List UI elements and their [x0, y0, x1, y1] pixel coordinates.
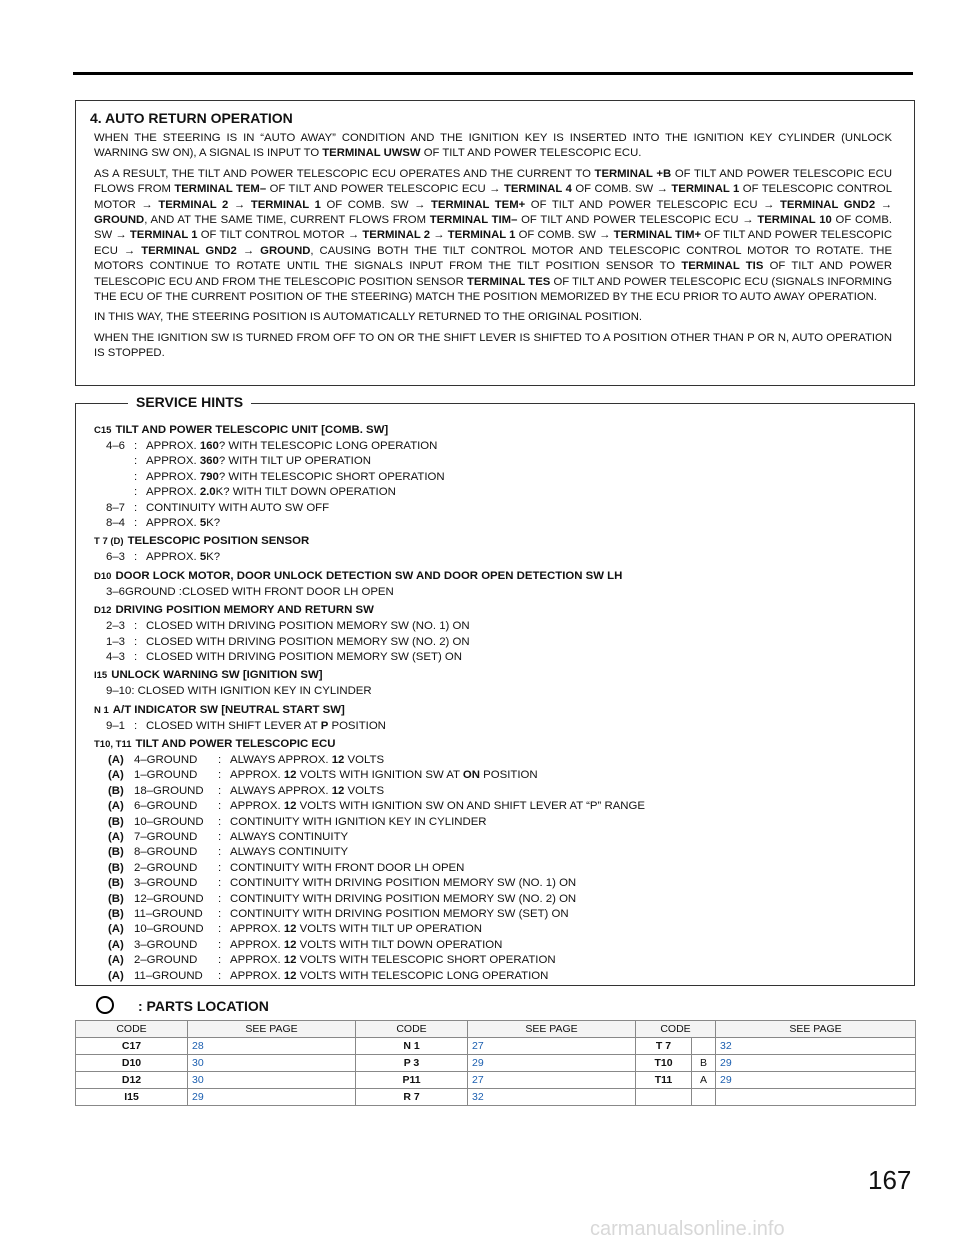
bold-text: 12	[331, 784, 345, 797]
part-code: R 7	[356, 1089, 468, 1106]
colon: :	[218, 923, 222, 936]
terminal-pins: 7–GROUND	[134, 831, 198, 844]
terminal-pins: 2–GROUND	[134, 954, 198, 967]
part-code: T 7	[636, 1038, 692, 1055]
colon: :	[134, 551, 138, 564]
ecu-row	[94, 953, 898, 968]
hint-text	[230, 922, 482, 937]
text-run: CONTINUITY WITH DRIVING POSITION MEMORY SW (SET) ON	[230, 907, 569, 920]
hint-text	[146, 485, 396, 500]
hint-text	[230, 969, 548, 984]
paragraph-3: IN THIS WAY, THE STEERING POSITION IS AUTOMATICALLY RETURNED TO THE ORIGINAL POSITION.	[94, 311, 643, 324]
bold-text: 360	[199, 455, 219, 468]
connector-label: (B)	[108, 907, 124, 920]
hint-text	[230, 953, 556, 968]
bold-text: TERMINAL GND2	[141, 244, 237, 257]
text-run: VOLTS WITH IGNITION SW AT	[296, 769, 463, 782]
terminal-pins: 4–6	[106, 440, 126, 452]
text-run: APPROX.	[146, 440, 200, 452]
part-code: T10	[636, 1055, 692, 1072]
text-run: CONTINUITY WITH AUTO SW OFF	[146, 501, 330, 514]
connector-sub	[692, 1038, 716, 1055]
terminal-pins: 1–3	[106, 635, 126, 648]
header-see-page: SEE PAGE	[716, 1021, 916, 1038]
text-run: OF TELESCOPIC CONTROL MOTOR →	[94, 183, 892, 211]
page-number: 167	[868, 1165, 912, 1195]
text-run: ALWAYS APPROX.	[230, 754, 332, 767]
connector-label: (B)	[108, 861, 124, 874]
text-run: APPROX.	[146, 551, 200, 564]
hint-text	[146, 619, 470, 634]
component-code: D12	[94, 605, 112, 617]
text-run: APPROX.	[230, 923, 284, 936]
bold-text: TERMINAL TIM+	[613, 229, 702, 242]
ecu-row	[94, 922, 898, 937]
ecu-row	[94, 969, 898, 984]
component-code: T 7 (D)	[94, 536, 124, 548]
terminal-pins: 2–GROUND	[134, 861, 198, 874]
bold-text: 12	[283, 969, 297, 982]
colon: :	[134, 455, 138, 468]
terminal-pins: 8–7	[106, 501, 126, 514]
ecu-row	[94, 938, 898, 953]
header-code: CODE	[356, 1021, 468, 1038]
part-code: T11	[636, 1072, 692, 1089]
bold-text: TERMINAL TIS	[681, 260, 764, 273]
ecu-row	[94, 892, 898, 907]
text-run: ALWAYS APPROX.	[230, 784, 332, 797]
colon: :	[218, 954, 222, 967]
see-page-link[interactable]: 29	[468, 1055, 636, 1072]
bold-text: 5	[199, 516, 207, 529]
text-run: →	[228, 198, 251, 211]
hint-text	[146, 454, 371, 469]
see-page-link[interactable]: 29	[716, 1072, 916, 1089]
header-rule	[73, 72, 913, 75]
component-name: DRIVING POSITION MEMORY AND RETURN SW	[115, 604, 374, 617]
colon: :	[218, 831, 222, 844]
paragraph-4: WHEN THE IGNITION SW IS TURNED FROM OFF TO ON OR THE SHIFT LEVER IS SHIFTED TO A POSITION OTHER THAN P OR N, AUTO OPERATION IS STOPPED.	[94, 331, 892, 360]
connector-label: (A)	[108, 800, 124, 813]
see-page-link[interactable]: 32	[468, 1089, 636, 1106]
colon: :	[218, 938, 222, 951]
table-row	[76, 1072, 916, 1089]
colon: :	[134, 719, 138, 732]
see-page-link[interactable]: 29	[716, 1055, 916, 1072]
component-name: TILT AND POWER TELESCOPIC ECU	[135, 738, 336, 751]
see-page-link[interactable]: 30	[188, 1055, 356, 1072]
text-run: VOLTS WITH TELESCOPIC SHORT OPERATION	[296, 954, 556, 967]
bold-text: 12	[283, 938, 297, 951]
text-run: OF TILT AND POWER TELESCOPIC ECU →	[94, 229, 893, 257]
colon: :	[134, 635, 138, 648]
header-code: CODE	[636, 1021, 716, 1038]
see-page-link[interactable]: 32	[716, 1038, 916, 1055]
connector-label: (A)	[108, 769, 124, 782]
hint-row	[94, 454, 898, 469]
component-name: TELESCOPIC POSITION SENSOR	[127, 535, 310, 548]
ecu-row	[94, 907, 898, 922]
connector-label: (B)	[108, 877, 124, 890]
colon: :	[134, 501, 138, 514]
text-run: CONTINUITY WITH DRIVING POSITION MEMORY SW (NO. 2) ON	[230, 892, 577, 905]
terminal-pins: 4–3	[106, 650, 126, 663]
hint-text	[146, 650, 462, 665]
terminal-pins: 6–GROUND	[134, 800, 198, 813]
paragraph-2	[94, 167, 892, 306]
component-heading	[94, 702, 898, 719]
terminal-pins: 10–GROUND	[134, 923, 204, 936]
colon: :	[218, 877, 222, 890]
component-heading	[94, 667, 898, 684]
hint-row	[94, 550, 898, 565]
bold-text: P	[320, 719, 329, 732]
hint-row	[94, 684, 898, 699]
text-run: VOLTS WITH TILT UP OPERATION	[296, 923, 482, 936]
hint-text	[146, 470, 445, 485]
text-run: CONTINUITY WITH IGNITION KEY IN CYLINDER	[230, 815, 487, 828]
hint-text	[230, 830, 348, 845]
hint-row	[94, 439, 898, 454]
component-name: DOOR LOCK MOTOR, DOOR UNLOCK DETECTION SW AND DOOR OPEN DETECTION SW LH	[115, 569, 623, 582]
parts-location-circle-icon	[96, 996, 114, 1014]
component-heading	[94, 602, 898, 619]
component-heading	[94, 533, 898, 550]
connector-label: (B)	[108, 815, 124, 828]
hint-row	[94, 485, 898, 500]
text-run: OF COMB. SW →	[571, 183, 672, 196]
colon: :	[218, 784, 222, 797]
bold-text: 12	[283, 923, 297, 936]
terminal-pins: 8–GROUND	[134, 846, 198, 859]
colon: :	[218, 907, 222, 920]
bold-text: 2.0	[199, 486, 216, 499]
terminal-pins: 12–GROUND	[134, 892, 204, 905]
ecu-row	[94, 784, 898, 799]
text-run: , AND AT THE SAME TIME, CURRENT FLOWS FROM	[144, 214, 430, 227]
text-run: APPROX.	[230, 954, 284, 967]
colon: :	[134, 440, 138, 452]
text-run: WHEN THE STEERING IS IN “AUTO AWAY” CONDITION AND THE IGNITION KEY IS INSERTED INTO THE IGNITION KEY CYLINDER (UNLOCK WARNING SW ON), A SIGNAL IS INPUT TO	[94, 132, 892, 160]
hint-row	[94, 585, 898, 600]
bold-text: TERMINAL TEM+	[431, 198, 526, 211]
bold-text: GROUND	[94, 214, 145, 227]
hint-row	[94, 619, 898, 634]
connector-label: (A)	[108, 969, 124, 982]
table-row	[76, 1089, 916, 1106]
bold-text: 12	[283, 954, 297, 967]
part-code: N 1	[356, 1038, 468, 1055]
hint-text	[230, 815, 487, 830]
text-run: CONTINUITY WITH FRONT DOOR LH OPEN	[230, 861, 465, 874]
text-run: APPROX.	[230, 800, 284, 813]
hint-text: 9–10: CLOSED WITH IGNITION KEY IN CYLINDER	[106, 685, 372, 698]
bold-text: TERMINAL TEM–	[174, 183, 267, 196]
component-name: A/T INDICATOR SW [NEUTRAL START SW]	[112, 703, 345, 716]
hint-row	[94, 516, 898, 531]
terminal-pins: 18–GROUND	[134, 784, 204, 797]
hint-text	[230, 845, 348, 860]
bold-text: TERMINAL TES	[466, 275, 551, 288]
section-title: 4. AUTO RETURN OPERATION	[90, 110, 293, 126]
hint-text	[146, 719, 386, 734]
text-run: OF COMB. SW →	[515, 229, 614, 242]
component-code: D10	[94, 570, 112, 582]
ecu-row	[94, 753, 898, 768]
bold-text: TERMINAL 1	[447, 229, 516, 242]
bold-text: TERMINAL 1	[250, 198, 321, 211]
hint-text	[230, 768, 538, 783]
connector-sub: B	[692, 1055, 716, 1072]
service-hints-list	[94, 420, 898, 984]
text-run: APPROX.	[146, 470, 200, 483]
bold-text: TERMINAL 4	[503, 183, 572, 196]
hint-text	[230, 876, 576, 891]
service-hints-title: SERVICE HINTS	[128, 394, 251, 410]
part-code	[636, 1089, 692, 1106]
part-code: P 3	[356, 1055, 468, 1072]
text-run: VOLTS	[344, 754, 385, 767]
colon: :	[218, 754, 222, 767]
bold-text: TERMINAL 2	[158, 198, 229, 211]
text-run: OF TILT AND POWER TELESCOPIC ECU (SIGNALS INFORMING THE ECU OF THE CURRENT POSITION OF THE STEERING) MATCH THE POSITION MEMORIZED BY THE ECU PRIOR TO AUTO AWAY OPERATION.	[94, 275, 893, 304]
part-code: D10	[76, 1055, 188, 1072]
text-run: OF TILT CONTROL MOTOR →	[197, 229, 363, 242]
text-run: CLOSED WITH DRIVING POSITION MEMORY SW (SET) ON	[146, 650, 463, 663]
colon: :	[218, 846, 222, 859]
hint-text	[230, 861, 464, 876]
colon: :	[134, 470, 138, 483]
bold-text: 160	[199, 440, 219, 452]
hint-text	[230, 753, 384, 768]
see-page-link	[716, 1089, 916, 1106]
text-run: VOLTS WITH IGNITION SW ON AND SHIFT LEVER AT “P” RANGE	[296, 800, 645, 813]
colon: :	[218, 861, 222, 874]
component-name: UNLOCK WARNING SW [IGNITION SW]	[111, 669, 323, 682]
text-run: CLOSED WITH DRIVING POSITION MEMORY SW (NO. 2) ON	[146, 635, 470, 648]
text-run: K?	[206, 551, 221, 564]
text-run: ALWAYS CONTINUITY	[230, 831, 349, 844]
hint-row	[94, 501, 898, 516]
colon: :	[218, 892, 222, 905]
colon: :	[218, 769, 222, 782]
header-see-page: SEE PAGE	[188, 1021, 356, 1038]
bold-text: 12	[283, 800, 297, 813]
text-run: K? WITH TILT DOWN OPERATION	[215, 486, 396, 499]
text-run: OF COMB. SW →	[94, 214, 892, 242]
hint-text	[230, 907, 569, 922]
text-run: OF TILT AND POWER TELESCOPIC ECU →	[517, 214, 758, 227]
connector-sub: A	[692, 1072, 716, 1089]
hint-text	[230, 938, 502, 953]
text-run: APPROX.	[230, 769, 284, 782]
text-run: OF TILT AND POWER TELESCOPIC ECU →	[525, 198, 780, 211]
text-run: OF TILT AND POWER TELESCOPIC ECU.	[420, 147, 642, 160]
hint-text	[146, 516, 220, 531]
parts-location-table	[75, 1020, 916, 1106]
bold-text: 790	[199, 470, 219, 483]
paragraph-1	[94, 131, 892, 162]
component-name: TILT AND POWER TELESCOPIC UNIT [COMB. SW]	[115, 424, 389, 436]
hint-text	[146, 550, 220, 565]
hint-text	[146, 439, 437, 454]
text-run: OF TILT AND POWER TELESCOPIC ECU AND FROM THE TELESCOPIC POSITION SENSOR	[94, 260, 892, 288]
part-code: P11	[356, 1072, 468, 1089]
text-run: POSITION	[328, 719, 386, 732]
hint-row	[94, 719, 898, 734]
text-run: CLOSED WITH DRIVING POSITION MEMORY SW (NO. 1) ON	[146, 620, 470, 633]
connector-label: (A)	[108, 831, 124, 844]
bold-text: TERMINAL 10	[757, 214, 832, 227]
connector-label: (B)	[108, 892, 124, 905]
see-page-link[interactable]: 27	[468, 1072, 636, 1089]
bold-text: GROUND	[260, 244, 311, 257]
component-code: N 1	[94, 704, 109, 716]
part-code: I15	[76, 1089, 188, 1106]
text-run: CONTINUITY WITH DRIVING POSITION MEMORY SW (NO. 1) ON	[230, 877, 577, 890]
hint-text	[146, 635, 470, 650]
text-run: VOLTS WITH TILT DOWN OPERATION	[296, 938, 503, 951]
bold-text: TERMINAL 1	[129, 229, 198, 242]
connector-sub	[692, 1089, 716, 1106]
text-run: APPROX.	[146, 516, 200, 529]
colon: :	[134, 650, 138, 663]
bold-text: TERMINAL GND2	[779, 198, 876, 211]
hint-row	[94, 650, 898, 665]
terminal-pins: 11–GROUND	[134, 907, 203, 920]
text-run: VOLTS	[344, 784, 385, 797]
hint-text	[230, 892, 576, 907]
text-run: , CAUSING BOTH THE TILT CONTROL MOTOR AND TELESCOPIC CONTROL MOTOR TO ROTATE. THE MOTORS CONTINUE TO ROTATE UNTIL THE SIGNALS INPUT FROM THE TILT POSITION SENSOR TO	[94, 244, 893, 273]
text-run: OF TILT AND POWER TELESCOPIC ECU →	[266, 183, 504, 196]
colon: :	[134, 516, 138, 529]
colon: :	[218, 815, 222, 828]
hint-row	[94, 470, 898, 485]
bold-text: 12	[283, 769, 297, 782]
text-run: APPROX.	[230, 969, 284, 982]
service-hints-box	[75, 403, 915, 986]
text-run: →	[236, 244, 261, 257]
hint-text	[230, 799, 645, 814]
colon: :	[218, 969, 222, 982]
ecu-row	[94, 799, 898, 814]
component-heading	[94, 736, 898, 753]
text-run: OF TILT AND POWER TELESCOPIC ECU FLOWS FROM	[94, 167, 892, 196]
terminal-pins: 6–3	[106, 551, 126, 564]
text-run: ? WITH TILT UP OPERATION	[218, 455, 371, 468]
terminal-pins: 11–GROUND	[134, 969, 203, 982]
see-page-link[interactable]: 27	[468, 1038, 636, 1055]
bold-text: TERMINAL UWSW	[322, 147, 421, 160]
terminal-pins: 1–GROUND	[134, 769, 198, 782]
ecu-row	[94, 876, 898, 891]
ecu-row	[94, 845, 898, 860]
terminal-pins: 8–4	[106, 516, 126, 529]
bold-text: TERMINAL +B	[594, 167, 672, 180]
text-run: APPROX.	[146, 486, 200, 499]
text-run: CLOSED WITH SHIFT LEVER AT	[146, 719, 321, 732]
text-run: POSITION	[480, 769, 538, 782]
hint-row	[94, 635, 898, 650]
table-row	[76, 1038, 916, 1055]
connector-label: (B)	[108, 784, 124, 797]
see-page-link[interactable]: 29	[188, 1089, 356, 1106]
ecu-row	[94, 861, 898, 876]
ecu-row	[94, 830, 898, 845]
table-row	[76, 1055, 916, 1072]
ecu-row	[94, 815, 898, 830]
text-run: AS A RESULT, THE TILT AND POWER TELESCOPIC ECU OPERATES AND THE CURRENT TO	[94, 167, 595, 180]
bold-text: TERMINAL 2	[362, 229, 431, 242]
component-heading	[94, 422, 898, 439]
text-run: ? WITH TELESCOPIC LONG OPERATION	[218, 440, 438, 452]
text-run: OF COMB. SW →	[320, 198, 432, 211]
text-run: K?	[206, 516, 221, 529]
text-run: →	[875, 198, 893, 211]
ecu-row	[94, 768, 898, 783]
table-header-row	[76, 1021, 916, 1038]
component-code: I15	[94, 670, 108, 682]
text-run: ALWAYS CONTINUITY	[230, 846, 349, 859]
header-see-page: SEE PAGE	[468, 1021, 636, 1038]
connector-label: (A)	[108, 938, 124, 951]
colon: :	[134, 486, 138, 499]
terminal-pins: 4–GROUND	[134, 754, 198, 767]
bold-text: ON	[462, 769, 481, 782]
hint-text	[146, 501, 329, 516]
colon: :	[134, 620, 138, 633]
auto-return-section	[75, 100, 915, 386]
connector-label: (B)	[108, 846, 124, 859]
connector-label: (A)	[108, 954, 124, 967]
parts-location-title: : PARTS LOCATION	[138, 998, 269, 1014]
bold-text: TERMINAL TIM–	[429, 214, 518, 227]
connector-label: (A)	[108, 923, 124, 936]
terminal-pins: 9–1	[106, 719, 126, 732]
text-run: APPROX.	[230, 938, 284, 951]
text-run: VOLTS WITH TELESCOPIC LONG OPERATION	[296, 969, 549, 982]
component-code: T10, T11	[94, 739, 132, 751]
component-heading	[94, 568, 898, 585]
part-code: D12	[76, 1072, 188, 1089]
terminal-pins: 3–GROUND	[134, 877, 198, 890]
terminal-pins: 3–GROUND	[134, 938, 198, 951]
text-run: →	[430, 229, 448, 242]
bold-text: TERMINAL 1	[671, 183, 740, 196]
terminal-pins: 10–GROUND	[134, 815, 204, 828]
header-code: CODE	[76, 1021, 188, 1038]
hint-text: 3–6GROUND :CLOSED WITH FRONT DOOR LH OPEN	[106, 585, 394, 598]
text-run: ? WITH TELESCOPIC SHORT OPERATION	[218, 470, 445, 483]
text-run: APPROX.	[146, 455, 200, 468]
terminal-pins: 2–3	[106, 620, 126, 633]
section-body	[94, 131, 892, 367]
see-page-link[interactable]: 30	[188, 1072, 356, 1089]
bold-text: 12	[331, 754, 345, 767]
see-page-link[interactable]: 28	[188, 1038, 356, 1055]
component-code: C15	[94, 425, 112, 436]
part-code: C17	[76, 1038, 188, 1055]
colon: :	[218, 800, 222, 813]
bold-text: 5	[199, 551, 207, 564]
watermark: carmanualsonline.info	[590, 1218, 785, 1240]
connector-label: (A)	[108, 754, 124, 767]
hint-text	[230, 784, 384, 799]
